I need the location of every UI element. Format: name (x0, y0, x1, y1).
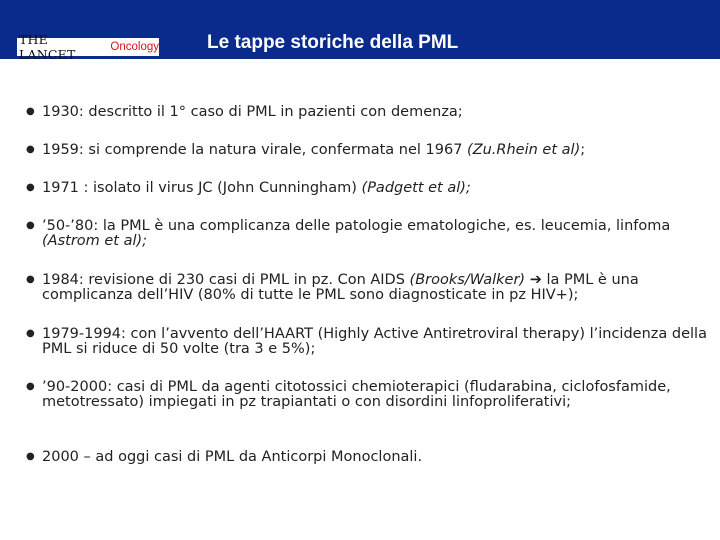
item-tail: ➔ la PML è una complicanza dell’HIV (80% di tutte le PML sono diagnosticate in pz HIV+); (42, 272, 639, 303)
item-citation: (Brooks/Walker) (409, 272, 526, 288)
item-text (42, 327, 707, 357)
item-text (42, 450, 707, 465)
item-description: casi di PML da Anticorpi Monoclonali. (149, 449, 423, 465)
item-citation: (Zu.Rhein et al) (467, 142, 581, 158)
item-description: : si comprende la natura virale, confermata nel 1967 (78, 142, 468, 158)
item-text (42, 143, 707, 158)
item-description: : isolato il virus JC (John Cunningham) (78, 180, 362, 196)
item-description: : descritto il 1° caso di PML in pazienti con demenza; (78, 104, 463, 120)
item-text (42, 380, 707, 410)
item-date: 2000 – ad oggi (42, 449, 150, 465)
bullet-icon: ● (26, 220, 35, 231)
item-tail: ; (580, 142, 586, 158)
slide-title: Le tappe storiche della PML (207, 32, 459, 53)
bullet-icon: ● (26, 106, 35, 117)
item-description: : revisione di 230 casi di PML in pz. Con AIDS (78, 272, 410, 288)
logo-oncology-text: Oncology (110, 41, 159, 53)
logo-lancet-text: THE LANCET (19, 32, 76, 62)
item-text (42, 273, 707, 303)
item-date: ’50-’80 (42, 218, 94, 234)
item-description: : con l’avvento dell’HAART (Highly Active Antiretroviral therapy) l’incidenza della PML si riduce di 50 volte (tra 3 e 5%); (42, 326, 707, 357)
item-text (42, 105, 707, 120)
bullet-icon: ● (26, 182, 35, 193)
item-date: 1971 (42, 180, 79, 196)
item-date: ’90-2000 (42, 379, 108, 395)
bullet-icon: ● (26, 274, 35, 285)
item-description: : casi di PML da agenti citotossici chemioterapici (fludarabina, ciclofosfamide, metotressato) impiegati in pz trapiantati o con disordini linfoproliferativi; (42, 379, 671, 410)
bullet-icon: ● (26, 381, 35, 392)
bullet-icon: ● (26, 144, 35, 155)
item-text (42, 181, 707, 196)
item-citation: (Astrom et al); (42, 233, 148, 249)
item-description: : la PML è una complicanza delle patologie ematologiche, es. leucemia, linfoma (93, 218, 671, 234)
item-date: 1979-1994 (42, 326, 122, 342)
item-citation: (Padgett et al); (361, 180, 471, 196)
item-date: 1959 (42, 142, 79, 158)
bullet-icon: ● (26, 328, 35, 339)
item-text (42, 219, 707, 249)
item-date: 1930 (42, 104, 79, 120)
item-date: 1984 (42, 272, 79, 288)
bullet-icon: ● (26, 451, 35, 462)
